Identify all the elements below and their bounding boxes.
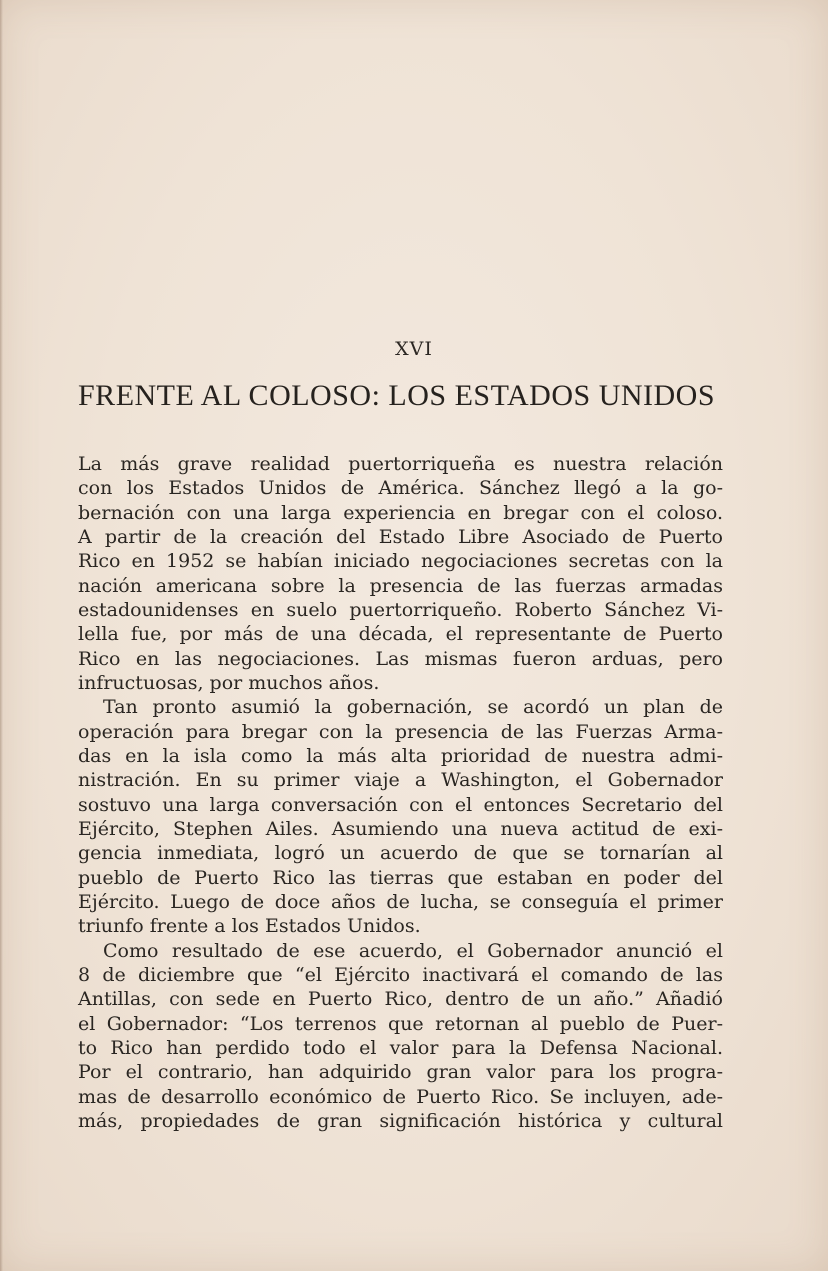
text-line: Ejército. Luego de doce años de lucha, se conseguía el primer [78,890,723,913]
text-line: más, propiedades de gran significación histórica y cultural [78,1109,723,1132]
text-line: Ejército, Stephen Ailes. Asumiendo una nueva actitud de exi- [78,817,723,840]
body-text [78,452,723,1133]
text-line: mas de desarrollo económico de Puerto Rico. Se incluyen, ade- [78,1085,723,1108]
chapter-title: FRENTE AL COLOSO: LOS ESTADOS UNIDOS [78,379,716,412]
text-line: pueblo de Puerto Rico las tierras que estaban en poder del [78,866,723,889]
text-line: nación americana sobre la presencia de las fuerzas armadas [78,574,723,597]
text-line: infructuosas, por muchos años. [78,671,380,694]
text-line: Tan pronto asumió la gobernación, se acordó un plan de [103,696,723,719]
text-line: 8 de diciembre que “el Ejército inactivará el comando de las [78,963,723,986]
text-line: Antillas, con sede en Puerto Rico, dentro de un año.” Añadió [78,988,723,1011]
text-line: Como resultado de ese acuerdo, el Gobernador anunció el [103,939,723,962]
text-line: nistración. En su primer viaje a Washington, el Gobernador [78,769,723,792]
text-line: to Rico han perdido todo el valor para la Defensa Nacional. [78,1036,723,1059]
text-line: A partir de la creación del Estado Libre Asociado de Puerto [78,525,723,548]
text-line: lella fue, por más de una década, el representante de Puerto [78,623,723,646]
text-line: sostuvo una larga conversación con el entonces Secretario del [78,793,723,816]
text-line: triunfo frente a los Estados Unidos. [78,915,421,938]
text-line: con los Estados Unidos de América. Sánchez llegó a la go- [78,477,723,500]
text-line: Rico en 1952 se habían iniciado negociaciones secretas con la [78,550,723,573]
text-line: Rico en las negociaciones. Las mismas fueron arduas, pero [78,647,723,670]
text-line: Por el contrario, han adquirido gran valor para los progra- [78,1061,723,1084]
text-line: das en la isla como la más alta prioridad de nuestra admi- [78,744,723,767]
page-edge-shadow [0,0,3,1271]
text-line: gencia inmediata, logró un acuerdo de que se tornarían al [78,842,723,865]
text-line: operación para bregar con la presencia de las Fuerzas Arma- [78,720,723,743]
text-line: bernación con una larga experiencia en bregar con el coloso. [78,501,723,524]
text-line: La más grave realidad puertorriqueña es nuestra relación [78,453,723,475]
text-line: el Gobernador: “Los terrenos que retornan al pueblo de Puer- [78,1012,723,1035]
chapter-number: XVI [395,338,433,360]
text-line: estadounidenses en suelo puertorriqueño. Roberto Sánchez Vi- [78,598,723,621]
